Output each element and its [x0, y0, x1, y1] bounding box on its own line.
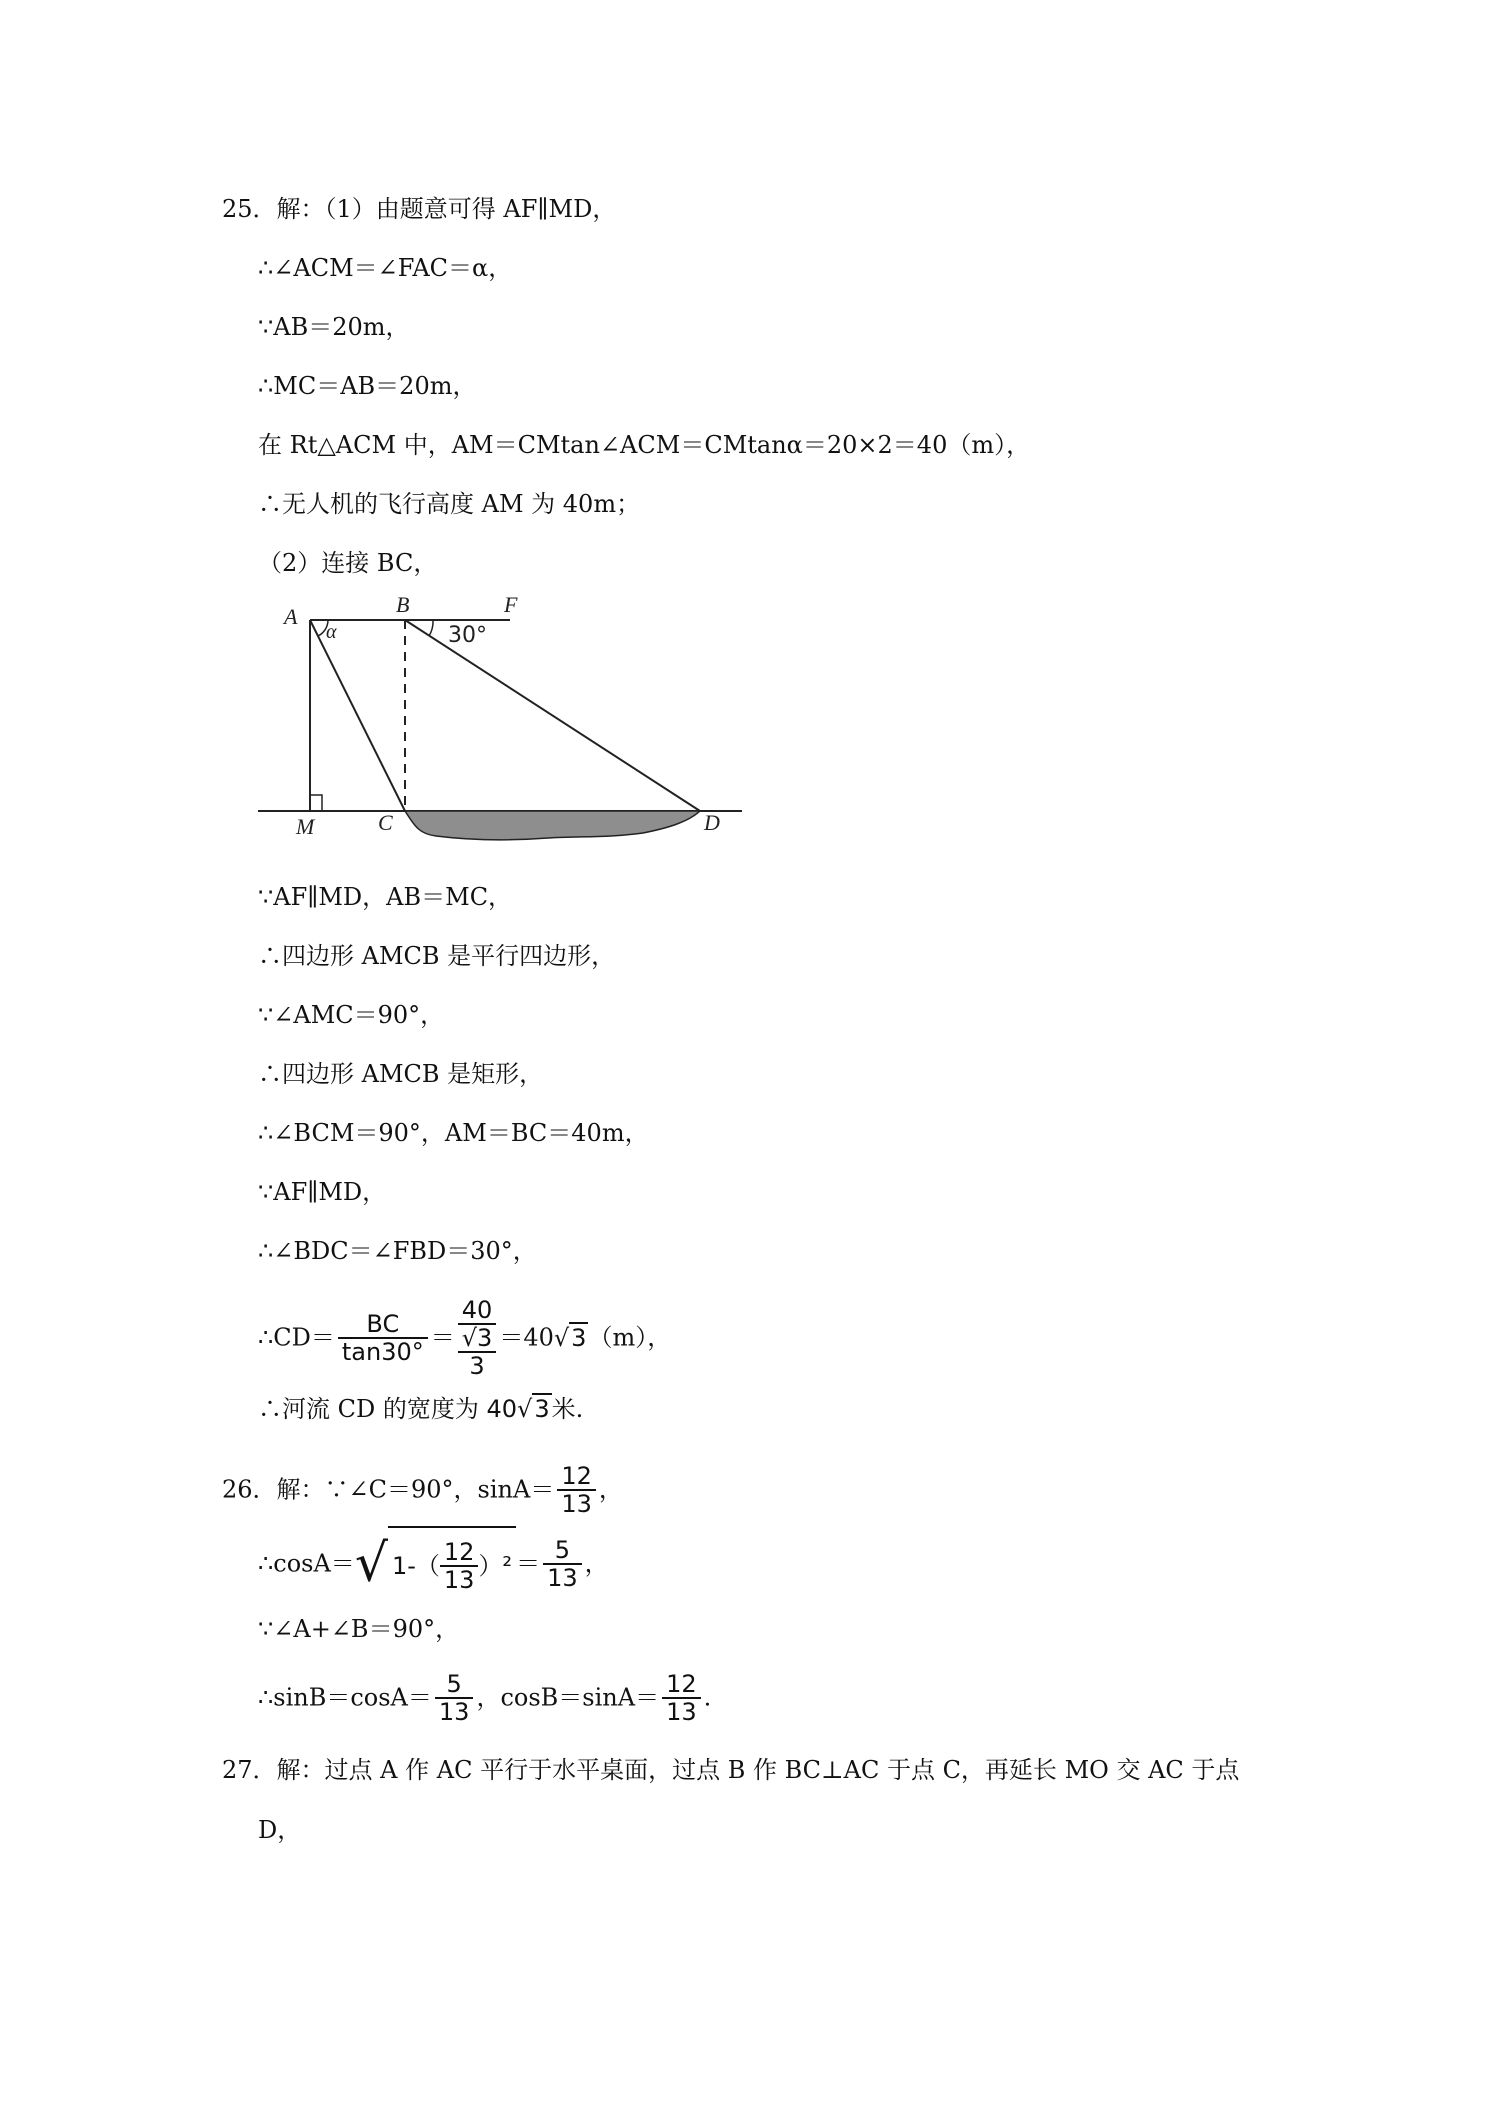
q25-line-12: ∴∠BCM＝90°，AM＝BC＝40m，	[258, 1119, 649, 1147]
label-M: M	[296, 814, 315, 839]
q25-line-7: （2）连接 BC，	[258, 549, 438, 577]
cd-fraction-2	[458, 1297, 497, 1379]
q25-line-5: 在 Rt△ACM 中，AM＝CMtan∠ACM＝CMtanα＝20×2＝40（m），	[258, 431, 1031, 459]
q25-line-10: ∵∠AMC＝90°，	[258, 1001, 445, 1029]
cosA-fraction: $\frac{5}{13}$	[543, 1537, 582, 1591]
label-alpha: α	[326, 621, 337, 643]
q25-cd-formula	[258, 1284, 671, 1388]
label-angle: 30°	[448, 623, 487, 648]
q25-line-2: ∴∠ACM＝∠FAC＝α，	[258, 254, 513, 282]
q27-line-2: D，	[258, 1816, 302, 1844]
cosB-fraction: $\frac{12}{13}$	[662, 1671, 701, 1725]
q25-last-line: ∴河流 CD 的宽度为 40√3米.	[258, 1395, 584, 1423]
q25-line-3: ∵AB＝20m，	[258, 313, 410, 341]
cd-root: √3	[553, 1323, 587, 1352]
width-value: 40√3	[486, 1395, 550, 1423]
label-C: C	[378, 810, 393, 835]
cd-eq2: ＝40	[499, 1323, 554, 1352]
cd-f1-den: tan30°	[341, 1337, 424, 1366]
q25-line-4: ∴MC＝AB＝20m，	[258, 372, 477, 400]
q25-line-8: ∵AF∥MD，AB＝MC，	[258, 883, 513, 911]
q27-line-1: 27．解：过点 A 作 AC 平行于水平桌面，过点 B 作 BC⊥AC 于点 C，再延长 MO 交 AC 于点	[222, 1756, 1240, 1784]
q25-line-6: ∴无人机的飞行高度 AM 为 40m；	[258, 490, 641, 518]
cd-f2-num: 40	[458, 1297, 497, 1325]
sinA-fraction: $\frac{12}{13}$	[557, 1463, 596, 1517]
label-A: A	[284, 604, 298, 629]
cd-f2-den2: 3	[469, 1351, 485, 1380]
q25-line-1: 25．解：（1）由题意可得 AF∥MD，	[222, 195, 617, 223]
q25-line-11: ∴四边形 AMCB 是矩形，	[258, 1060, 544, 1088]
cd-suffix: （m），	[588, 1323, 672, 1352]
q25-line-14: ∴∠BDC＝∠FBD＝30°，	[258, 1237, 537, 1265]
cd-f1-num: BC	[338, 1311, 428, 1339]
q25-line-9: ∴四边形 AMCB 是平行四边形，	[258, 942, 616, 970]
cd-prefix: ∴CD＝	[258, 1323, 335, 1352]
label-F: F	[504, 596, 518, 617]
q25-line-13: ∵AF∥MD，	[258, 1178, 387, 1206]
q26-line-3: ∵∠A+∠B＝90°，	[258, 1615, 460, 1643]
label-D: D	[704, 810, 720, 835]
q26-line-1: 26．解：∵∠C＝90°，sinA＝ $\frac{12}{13}$ ，	[222, 1461, 623, 1518]
cd-fraction-1	[338, 1311, 428, 1365]
cos-root: √ 1-（ $\frac{12}{13}$ ）²	[355, 1526, 516, 1601]
q26-line-2: ∴cosA＝√ 1-（ $\frac{12}{13}$ ）² ＝ $\frac{5}{13}$ ，	[258, 1526, 609, 1596]
label-B: B	[396, 596, 410, 617]
cd-f2-den-root: √3	[458, 1325, 497, 1353]
sinB-fraction: $\frac{5}{13}$	[435, 1671, 474, 1725]
cd-eq: ＝	[430, 1323, 455, 1352]
geometry-figure	[258, 596, 742, 858]
q26-line-4: ∴sinB＝cosA＝ $\frac{5}{13}$ ，cosB＝sinA＝ $\frac{12}{13}$ .	[258, 1669, 712, 1726]
